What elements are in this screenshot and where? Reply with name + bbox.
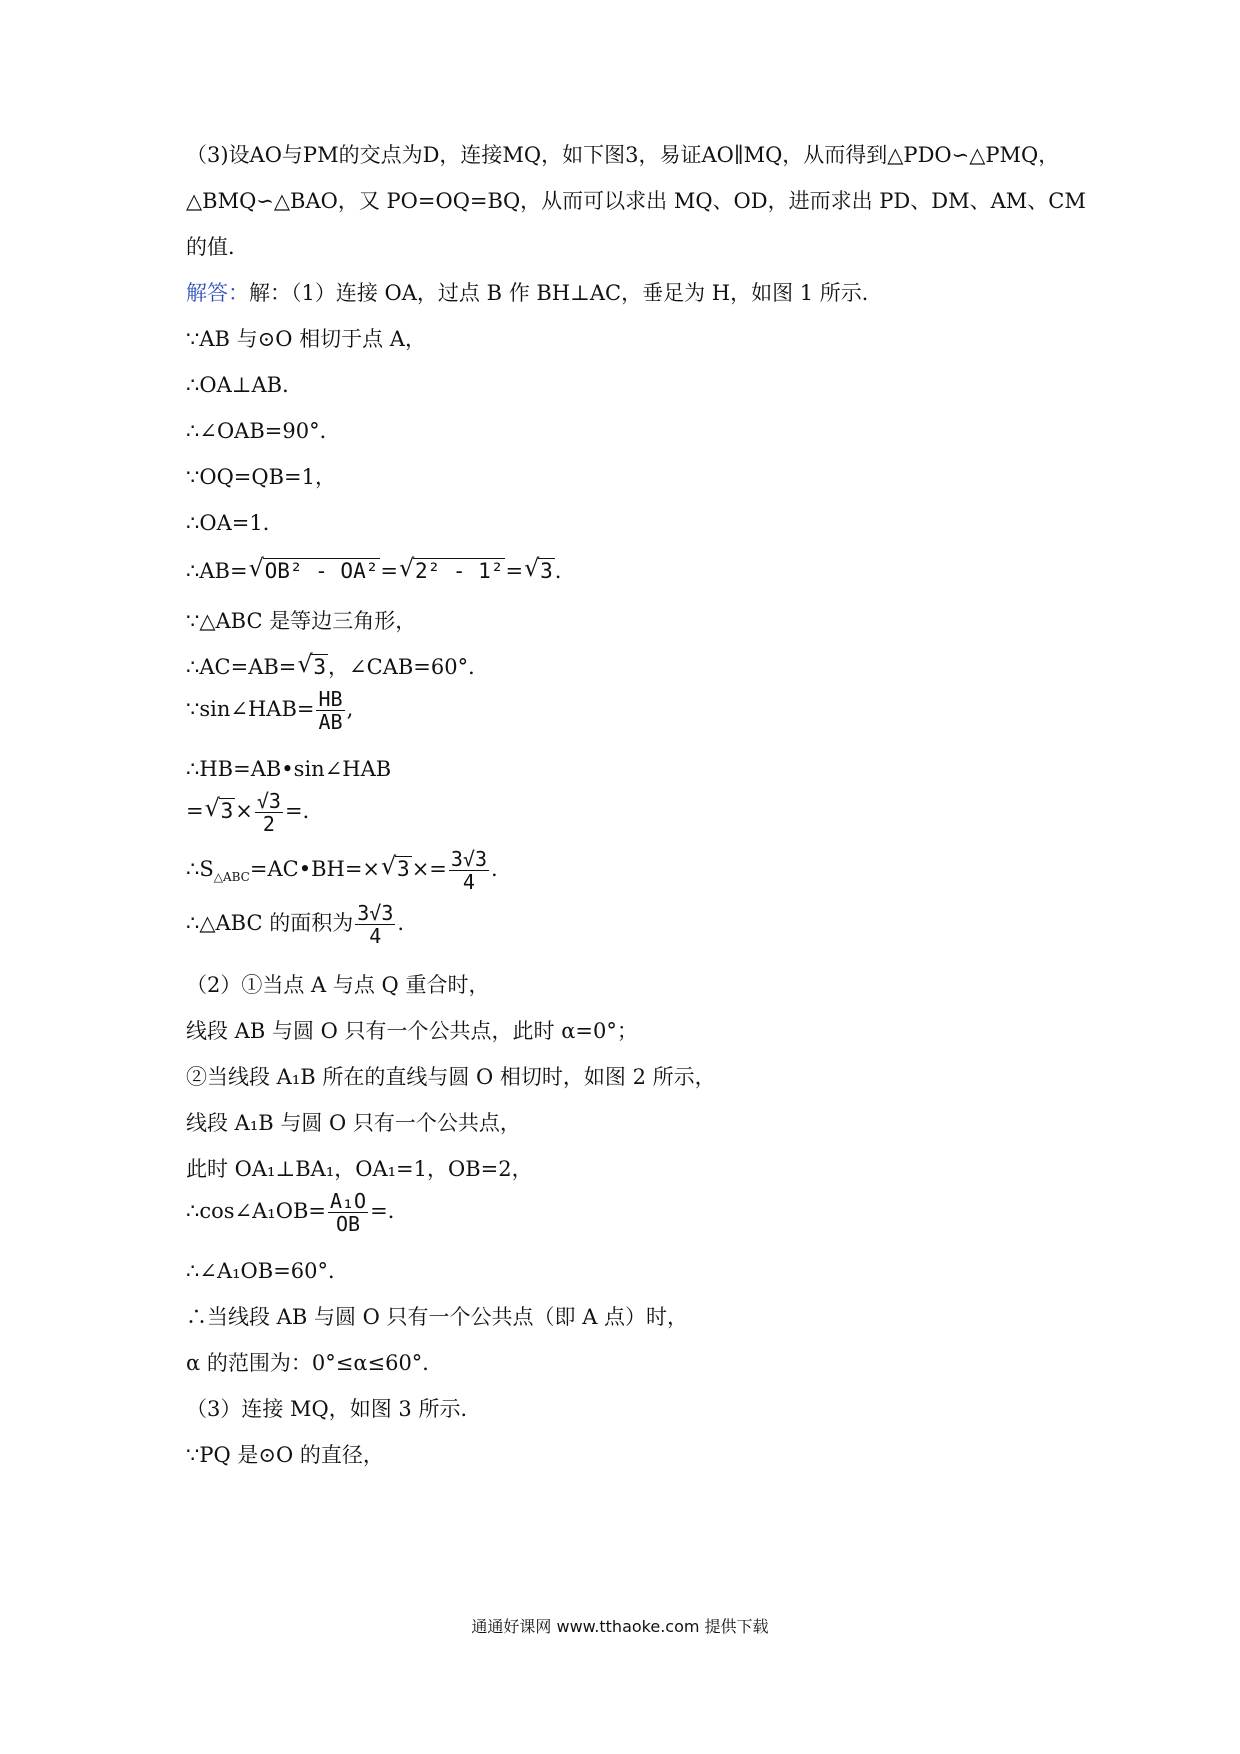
formula-text: =: [380, 559, 398, 583]
answer-header-line: [186, 278, 883, 308]
formula-text: ∴AB=: [186, 559, 248, 583]
formula-line: [186, 556, 561, 586]
denominator: AB: [318, 710, 343, 734]
text-line: ∴OA⊥AB．: [186, 373, 304, 397]
formula-text: ∴△ABC 的面积为: [186, 911, 354, 935]
text-line: ∵AB 与⊙O 相切于点 A，: [186, 327, 426, 351]
formula-text: ∴AC=AB=: [186, 655, 297, 679]
text-line: （3）连接 MQ，如图 3 所示．: [186, 1397, 482, 1421]
sqrt-expression: [524, 556, 555, 586]
formula-line: [186, 1190, 409, 1235]
formula-text: ×: [235, 799, 253, 823]
radicand: 3: [540, 559, 553, 583]
text-line: 此时 OA₁⊥BA₁，OA₁=1，OB=2，: [186, 1157, 533, 1181]
text-line: 的值．: [186, 235, 249, 259]
radicand: OB² - OA²: [264, 559, 379, 583]
text-line: ∵OQ=QB=1，: [186, 465, 336, 489]
text-line: 线段 AB 与圆 O 只有一个公共点，此时 α=0°；: [186, 1019, 638, 1043]
text-line: ∴OA=1．: [186, 511, 284, 535]
formula-text: =: [186, 799, 204, 823]
text-line: α 的范围为：0°≤α≤60°．: [186, 1351, 444, 1375]
formula-text: ×=: [411, 857, 447, 881]
radicand: 3: [397, 857, 410, 881]
sqrt-expression: [297, 652, 328, 682]
text-line: △BMQ∽△BAO，又 PO=OQ=BQ，从而可以求出 MQ、OD，进而求出 PD、DM、AM、CM: [186, 189, 1086, 213]
formula-text: .: [491, 857, 498, 881]
formula-text: .: [554, 559, 562, 583]
formula-line: [186, 848, 498, 893]
numerator: A₁O: [329, 1189, 367, 1213]
formula-line: [186, 790, 324, 835]
text-line: ∴HB=AB•sin∠HAB: [186, 757, 392, 781]
denominator: 2: [262, 812, 275, 836]
fraction: [255, 790, 283, 835]
numerator: HB: [318, 687, 343, 711]
sqrt-expression: [381, 854, 412, 884]
text-line: ②当线段 A₁B 所在的直线与圆 O 相切时，如图 2 所示，: [186, 1065, 716, 1089]
sqrt-expression: [205, 796, 236, 826]
radicand: 3: [220, 799, 234, 823]
fraction: [449, 848, 489, 893]
page-footer: 通通好课网 www.tthaoke.com 提供下载: [471, 1617, 769, 1636]
formula-text: ∴S: [186, 857, 214, 881]
subscript: △ABC: [213, 870, 250, 885]
formula-text: =．: [284, 799, 324, 823]
text-line: 解：（1）连接 OA，过点 B 作 BH⊥AC，垂足为 H，如图 1 所示．: [249, 281, 883, 305]
formula-text: ,: [346, 697, 354, 721]
formula-text: .: [397, 911, 405, 935]
text-line: ∴当线段 AB 与圆 O 只有一个公共点（即 A 点）时，: [186, 1305, 689, 1329]
fraction: [355, 902, 395, 947]
formula-text: ∵sin∠HAB=: [186, 697, 315, 721]
text-line: ∴∠A₁OB=60°．: [186, 1259, 350, 1283]
fraction: [316, 688, 344, 733]
text-line: ∴∠OAB=90°．: [186, 419, 341, 443]
numerator: 3√3: [357, 901, 394, 925]
text-line: （3)设AO与PM的交点为D，连接MQ，如下图3，易证AO∥MQ，从而得到△PDO∽△PMQ，: [186, 143, 1060, 167]
formula-line: [186, 688, 353, 733]
sqrt-expression: [249, 556, 381, 586]
denominator: 4: [369, 924, 382, 948]
formula-line: [186, 652, 489, 682]
formula-text: ，∠CAB=60°．: [328, 655, 490, 679]
formula-text: ∴cos∠A₁OB=: [186, 1199, 326, 1223]
numerator: 3√3: [450, 847, 488, 871]
fraction: [328, 1190, 368, 1235]
denominator: 4: [462, 870, 475, 894]
denominator: OB: [335, 1212, 361, 1236]
sqrt-expression: [399, 556, 506, 586]
radicand: 2² - 1²: [414, 559, 504, 583]
formula-text: =AC•BH=×: [249, 857, 381, 881]
numerator: √3: [256, 789, 281, 813]
text-line: （2）①当点 A 与点 Q 重合时，: [186, 973, 490, 997]
answer-label: 解答：: [186, 281, 249, 305]
radicand: 3: [313, 655, 327, 679]
text-line: 线段 A₁B 与圆 O 只有一个公共点，: [186, 1111, 521, 1135]
formula-line: [186, 902, 404, 947]
text-line: ∵△ABC 是等边三角形，: [186, 609, 417, 633]
formula-text: =．: [370, 1199, 409, 1223]
formula-text: =: [505, 559, 524, 583]
text-line: ∵PQ 是⊙O 的直径，: [186, 1443, 384, 1467]
